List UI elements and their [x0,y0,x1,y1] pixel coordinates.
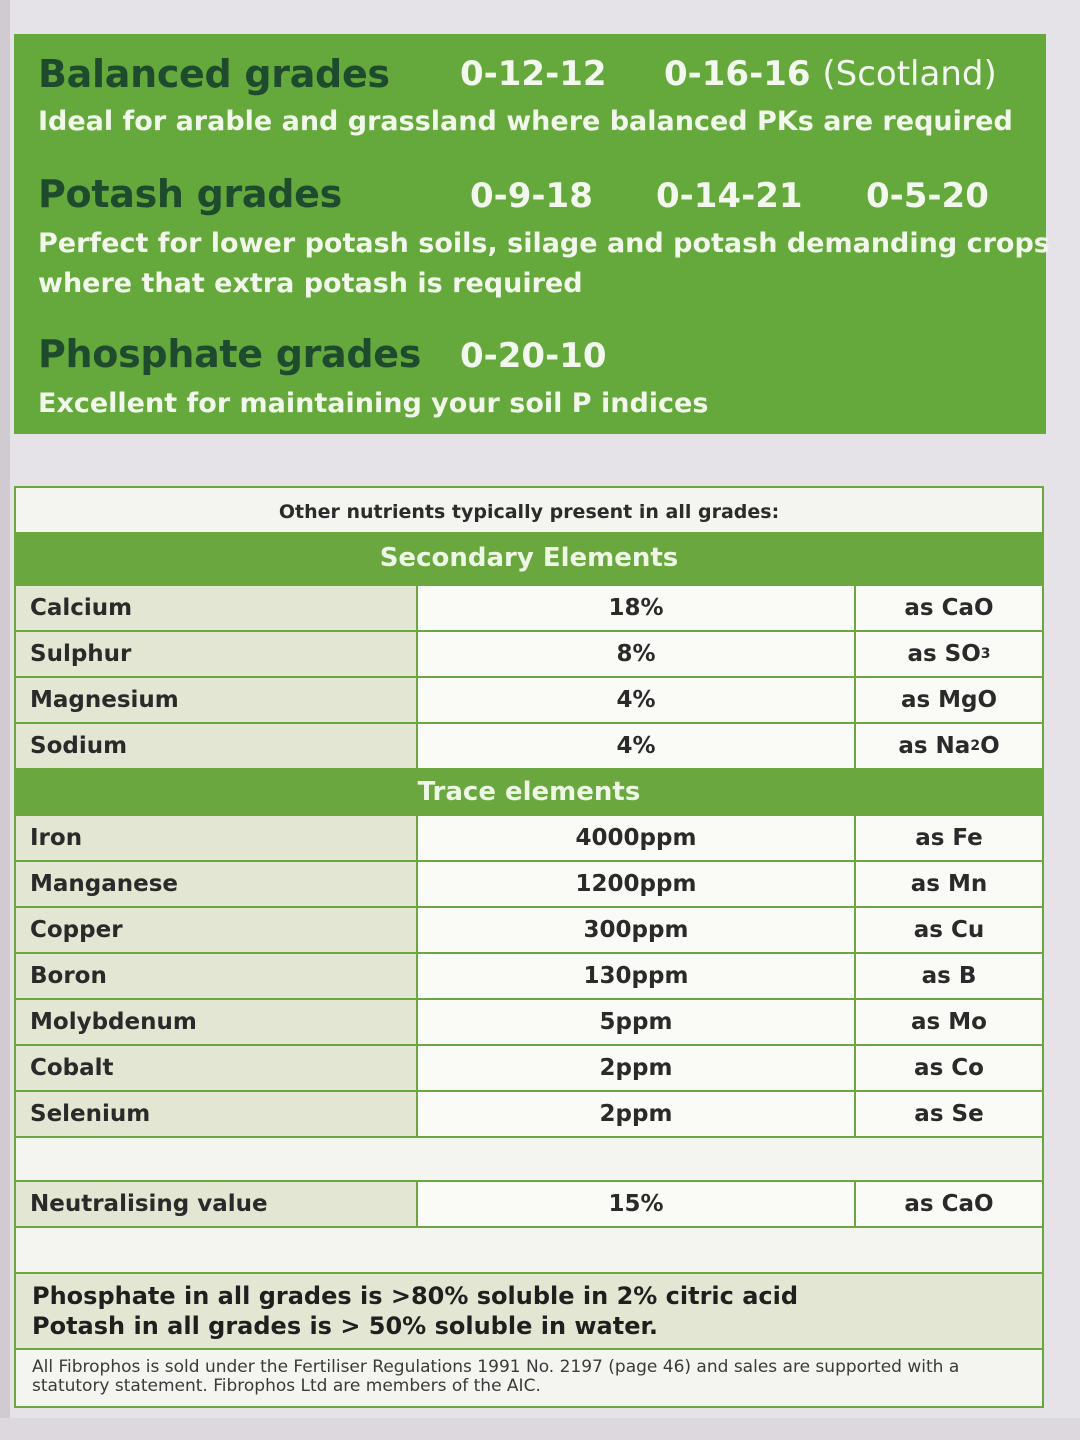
trace-elements-title: Trace elements [417,777,641,807]
table-row [16,862,1042,908]
element-form [856,724,1042,768]
blank-spacer-row [16,1228,1042,1274]
element-form: as CaO [856,586,1042,630]
element-value: 4000ppm [418,816,856,860]
element-form: as MgO [856,678,1042,722]
table-row [16,678,1042,724]
secondary-elements-title: Secondary Elements [379,543,679,573]
element-name: Cobalt [16,1046,418,1090]
element-value: 1200ppm [418,862,856,906]
grades-panel [14,34,1050,434]
element-value: 300ppm [418,908,856,952]
element-form: as Co [856,1046,1042,1090]
balanced-grade-code-2: 0-16-16 [664,54,811,94]
form-subscript: 3 [980,646,991,662]
nutrient-table [14,486,1044,1408]
element-value: 2ppm [418,1092,856,1136]
balanced-grade-code: 0-12-12 [460,54,607,94]
element-name: Iron [16,816,418,860]
table-row [16,908,1042,954]
element-name: Molybdenum [16,1000,418,1044]
page-bottom-edge [0,1418,1080,1440]
element-value: 4% [418,724,856,768]
table-row [16,1000,1042,1046]
balanced-grade-code-scotland [664,54,997,94]
potash-grade-code-1: 0-9-18 [470,176,593,216]
element-value: 15% [418,1182,856,1226]
element-form: as Se [856,1092,1042,1136]
table-header [16,488,1042,534]
page-edge [0,0,10,1440]
element-value: 8% [418,632,856,676]
element-name: Boron [16,954,418,998]
element-name: Copper [16,908,418,952]
element-name: Sulphur [16,632,418,676]
potash-grades-description-1: Perfect for lower potash soils, silage and potash demanding crops [38,228,1050,259]
element-form: as Mn [856,862,1042,906]
phosphate-grades-title: Phosphate grades [38,332,422,376]
secondary-elements-header [16,534,1042,586]
table-row [16,1046,1042,1092]
potash-grade-code-2: 0-14-21 [656,176,803,216]
table-row [16,1092,1042,1138]
form-prefix: as Na [898,733,971,759]
blank-spacer-row [16,1138,1042,1182]
phosphate-grade-code: 0-20-10 [460,336,607,376]
table-row [16,586,1042,632]
potash-grades-description-2: where that extra potash is required [38,268,583,299]
form-prefix: as SO [907,641,981,667]
element-name: Sodium [16,724,418,768]
potash-grade-code-3: 0-5-20 [866,176,989,216]
element-name: Manganese [16,862,418,906]
element-name: Selenium [16,1092,418,1136]
phosphate-solubility: Phosphate in all grades is >80% soluble in 2% citric acid [32,1282,799,1310]
element-form [856,632,1042,676]
balanced-grades-title: Balanced grades [38,52,390,96]
form-subscript: 2 [970,738,981,754]
element-form: as B [856,954,1042,998]
element-value: 2ppm [418,1046,856,1090]
neutralising-row [16,1182,1042,1228]
table-header-text: Other nutrients typically present in all grades: [278,501,780,523]
element-value: 130ppm [418,954,856,998]
element-form: as Fe [856,816,1042,860]
balanced-grades-description: Ideal for arable and grassland where balanced PKs are required [38,106,1013,137]
element-name: Magnesium [16,678,418,722]
element-name: Calcium [16,586,418,630]
element-value: 4% [418,678,856,722]
table-row [16,954,1042,1000]
element-form: as CaO [856,1182,1042,1226]
potash-solubility: Potash in all grades is > 50% soluble in water. [32,1312,659,1340]
table-row [16,632,1042,678]
element-value: 5ppm [418,1000,856,1044]
trace-elements-header [16,770,1042,816]
element-value: 18% [418,586,856,630]
solubility-note [16,1274,1042,1350]
legal-statement: All Fibrophos is sold under the Fertiliser Regulations 1991 No. 2197 (page 46) and sales are supported with a statutory statement. Fibrophos Ltd are members of the AIC. [32,1357,960,1396]
form-suffix: O [980,733,1000,759]
table-row [16,724,1042,770]
element-form: as Mo [856,1000,1042,1044]
potash-grades-title: Potash grades [38,172,342,216]
element-name: Neutralising value [16,1182,418,1226]
legal-statement-row [16,1350,1042,1406]
scotland-note: (Scotland) [822,54,997,94]
table-row [16,816,1042,862]
element-form: as Cu [856,908,1042,952]
phosphate-grades-description: Excellent for maintaining your soil P indices [38,388,709,419]
